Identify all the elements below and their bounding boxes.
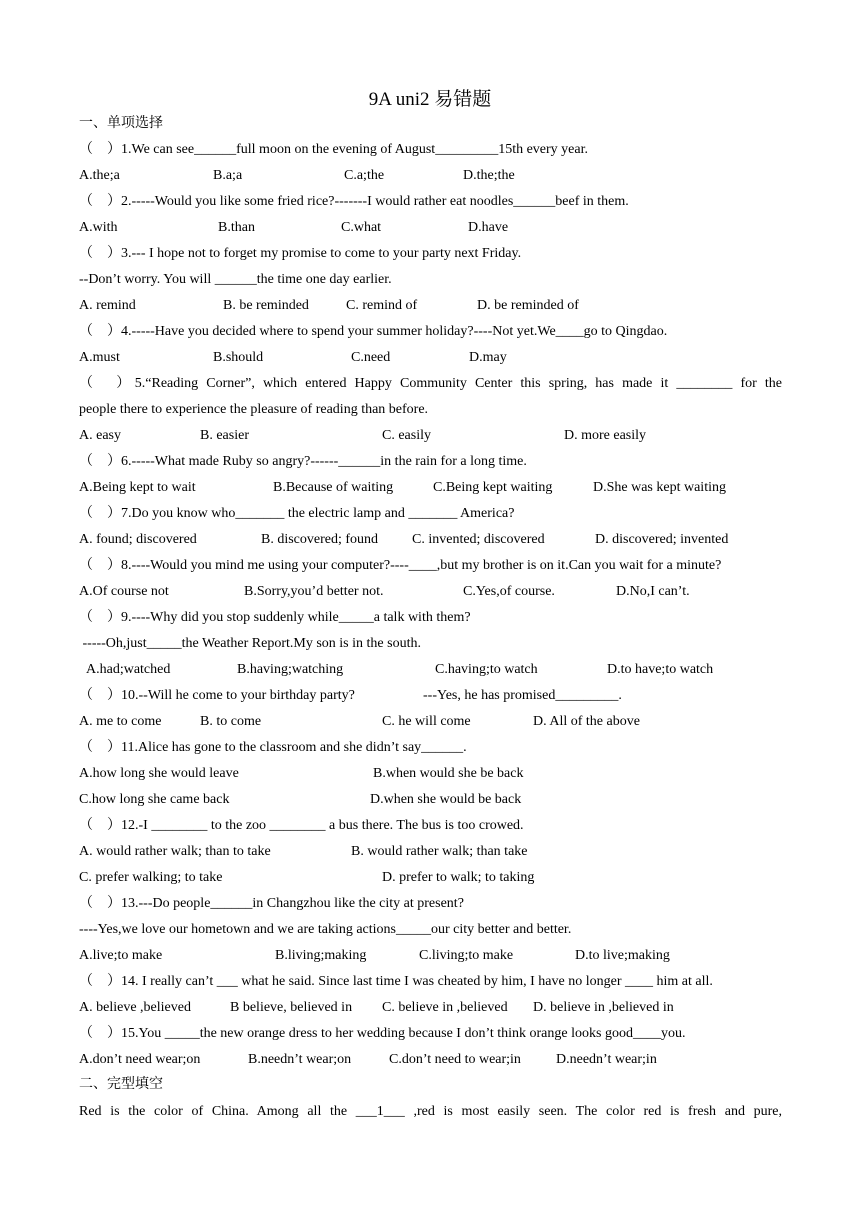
question-2-stem: （ ）2.-----Would you like some fried rice?-------I would rather eat noodles______beef in them. — [79, 194, 629, 209]
question-15-option-a: A.don’t need wear;on — [79, 1052, 201, 1067]
question-5-stem-text: （ ）5.“Reading Corner”, which entered Happy Community Center this spring, has made it ________ for the — [79, 376, 782, 391]
question-1-stem: （ ）1.We can see______full moon on the evening of August_________15th every year. — [79, 142, 588, 157]
question-10-stem: （ ）10.--Will he come to your birthday party? — [79, 688, 355, 703]
cloze-passage-text: Red is the color of China. Among all the ___1___ ,red is most easily seen. The color red is fresh and pure, — [79, 1104, 782, 1119]
question-11-option-a: A.how long she would leave — [79, 766, 239, 781]
question-8-option-b: B.Sorry,you’d better not. — [244, 584, 384, 599]
question-10-option-b: B. to come — [200, 714, 262, 729]
question-13-stem-line2: ----Yes,we love our hometown and we are taking actions_____our city better and better. — [79, 922, 572, 937]
question-9-option-b: B.having;watching — [237, 662, 344, 677]
question-10-reply: ---Yes, he has promised_________. — [423, 688, 622, 703]
section-heading-cloze: 二、完型填空 — [79, 1077, 163, 1092]
question-3-stem-line2: --Don’t worry. You will ______the time one day earlier. — [79, 272, 392, 287]
question-10-option-a: A. me to come — [79, 714, 162, 729]
section-heading-multiple-choice: 一、单项选择 — [79, 116, 163, 131]
question-8-option-c: C.Yes,of course. — [463, 584, 555, 599]
question-4-option-c: C.need — [351, 350, 391, 365]
question-10-option-d: D. All of the above — [533, 714, 640, 729]
question-12-stem: （ ）12.-I ________ to the zoo ________ a bus there. The bus is too crowed. — [79, 818, 524, 833]
question-6-option-a: A.Being kept to wait — [79, 480, 196, 495]
question-7-option-d: D. discovered; invented — [595, 532, 729, 547]
question-15-stem: （ ）15.You _____the new orange dress to her wedding because I don’t think orange looks good____you. — [79, 1026, 686, 1041]
question-2-option-a: A.with — [79, 220, 118, 235]
question-15-option-c: C.don’t need to wear;in — [389, 1052, 521, 1067]
question-4-option-a: A.must — [79, 350, 120, 365]
question-9-option-a: A.had;watched — [86, 662, 171, 677]
question-9-stem-line2: -----Oh,just_____the Weather Report.My son is in the south. — [79, 636, 421, 651]
question-6-option-b: B.Because of waiting — [273, 480, 394, 495]
cloze-passage-line — [79, 1103, 782, 1121]
question-11-option-d: D.when she would be back — [370, 792, 522, 807]
question-13-option-a: A.live;to make — [79, 948, 163, 963]
question-12-option-b: B. would rather walk; than take — [351, 844, 528, 859]
question-5-stem-line2: people there to experience the pleasure of reading than before. — [79, 402, 429, 417]
question-1-option-a: A.the;a — [79, 168, 120, 183]
question-13-stem: （ ）13.---Do people______in Changzhou like the city at present? — [79, 896, 464, 911]
question-5-option-d: D. more easily — [564, 428, 647, 443]
question-15-option-d: D.needn’t wear;in — [556, 1052, 657, 1067]
question-6-option-c: C.Being kept waiting — [433, 480, 553, 495]
question-3-option-c: C. remind of — [346, 298, 418, 313]
question-4-option-b: B.should — [213, 350, 264, 365]
question-9-option-c: C.having;to watch — [435, 662, 538, 677]
question-11-option-c: C.how long she came back — [79, 792, 230, 807]
question-13-option-c: C.living;to make — [419, 948, 514, 963]
question-4-option-d: D.may — [469, 350, 507, 365]
question-14-option-c: C. believe in ,believed — [382, 1000, 508, 1015]
question-14-stem: （ ）14. I really can’t ___ what he said. Since last time I was cheated by him, I have no longer ____ him at all. — [79, 974, 713, 989]
question-5-stem — [79, 375, 782, 393]
question-10-option-c: C. he will come — [382, 714, 471, 729]
question-2-option-d: D.have — [468, 220, 509, 235]
question-14-option-a: A. believe ,believed — [79, 1000, 191, 1015]
question-12-option-c: C. prefer walking; to take — [79, 870, 223, 885]
question-3-option-a: A. remind — [79, 298, 136, 313]
question-5-option-a: A. easy — [79, 428, 121, 443]
question-3-stem: （ ）3.--- I hope not to forget my promise to come to your party next Friday. — [79, 246, 522, 261]
question-5-option-b: B. easier — [200, 428, 249, 443]
page-title: 9A uni2 易错题 — [368, 89, 492, 110]
question-15-option-b: B.needn’t wear;on — [248, 1052, 352, 1067]
question-11-stem: （ ）11.Alice has gone to the classroom and she didn’t say______. — [79, 740, 467, 755]
question-14-option-d: D. believe in ,believed in — [533, 1000, 674, 1015]
question-7-option-b: B. discovered; found — [261, 532, 379, 547]
question-6-stem: （ ）6.-----What made Ruby so angry?------______in the rain for a long time. — [79, 454, 527, 469]
question-2-option-c: C.what — [341, 220, 382, 235]
question-13-option-b: B.living;making — [275, 948, 367, 963]
question-13-option-d: D.to live;making — [575, 948, 670, 963]
question-12-option-a: A. would rather walk; than to take — [79, 844, 271, 859]
question-8-option-d: D.No,I can’t. — [616, 584, 690, 599]
question-1-option-c: C.a;the — [344, 168, 385, 183]
question-8-option-a: A.Of course not — [79, 584, 169, 599]
question-7-stem: （ ）7.Do you know who_______ the electric lamp and _______ America? — [79, 506, 515, 521]
question-11-option-b: B.when would she be back — [373, 766, 524, 781]
question-3-option-b: B. be reminded — [223, 298, 309, 313]
question-4-stem: （ ）4.-----Have you decided where to spend your summer holiday?----Not yet.We____go to Qingdao. — [79, 324, 668, 339]
question-8-stem: （ ）8.----Would you mind me using your computer?----____,but my brother is on it.Can you wait for a minute? — [79, 558, 722, 573]
question-9-stem: （ ）9.----Why did you stop suddenly while_____a talk with them? — [79, 610, 471, 625]
question-6-option-d: D.She was kept waiting — [593, 480, 726, 495]
question-1-option-d: D.the;the — [463, 168, 515, 183]
question-5-option-c: C. easily — [382, 428, 431, 443]
question-7-option-c: C. invented; discovered — [412, 532, 545, 547]
question-3-option-d: D. be reminded of — [477, 298, 579, 313]
question-14-option-b: B believe, believed in — [230, 1000, 353, 1015]
question-9-option-d: D.to have;to watch — [607, 662, 714, 677]
question-12-option-d: D. prefer to walk; to taking — [382, 870, 535, 885]
question-1-option-b: B.a;a — [213, 168, 243, 183]
question-7-option-a: A. found; discovered — [79, 532, 197, 547]
question-2-option-b: B.than — [218, 220, 255, 235]
